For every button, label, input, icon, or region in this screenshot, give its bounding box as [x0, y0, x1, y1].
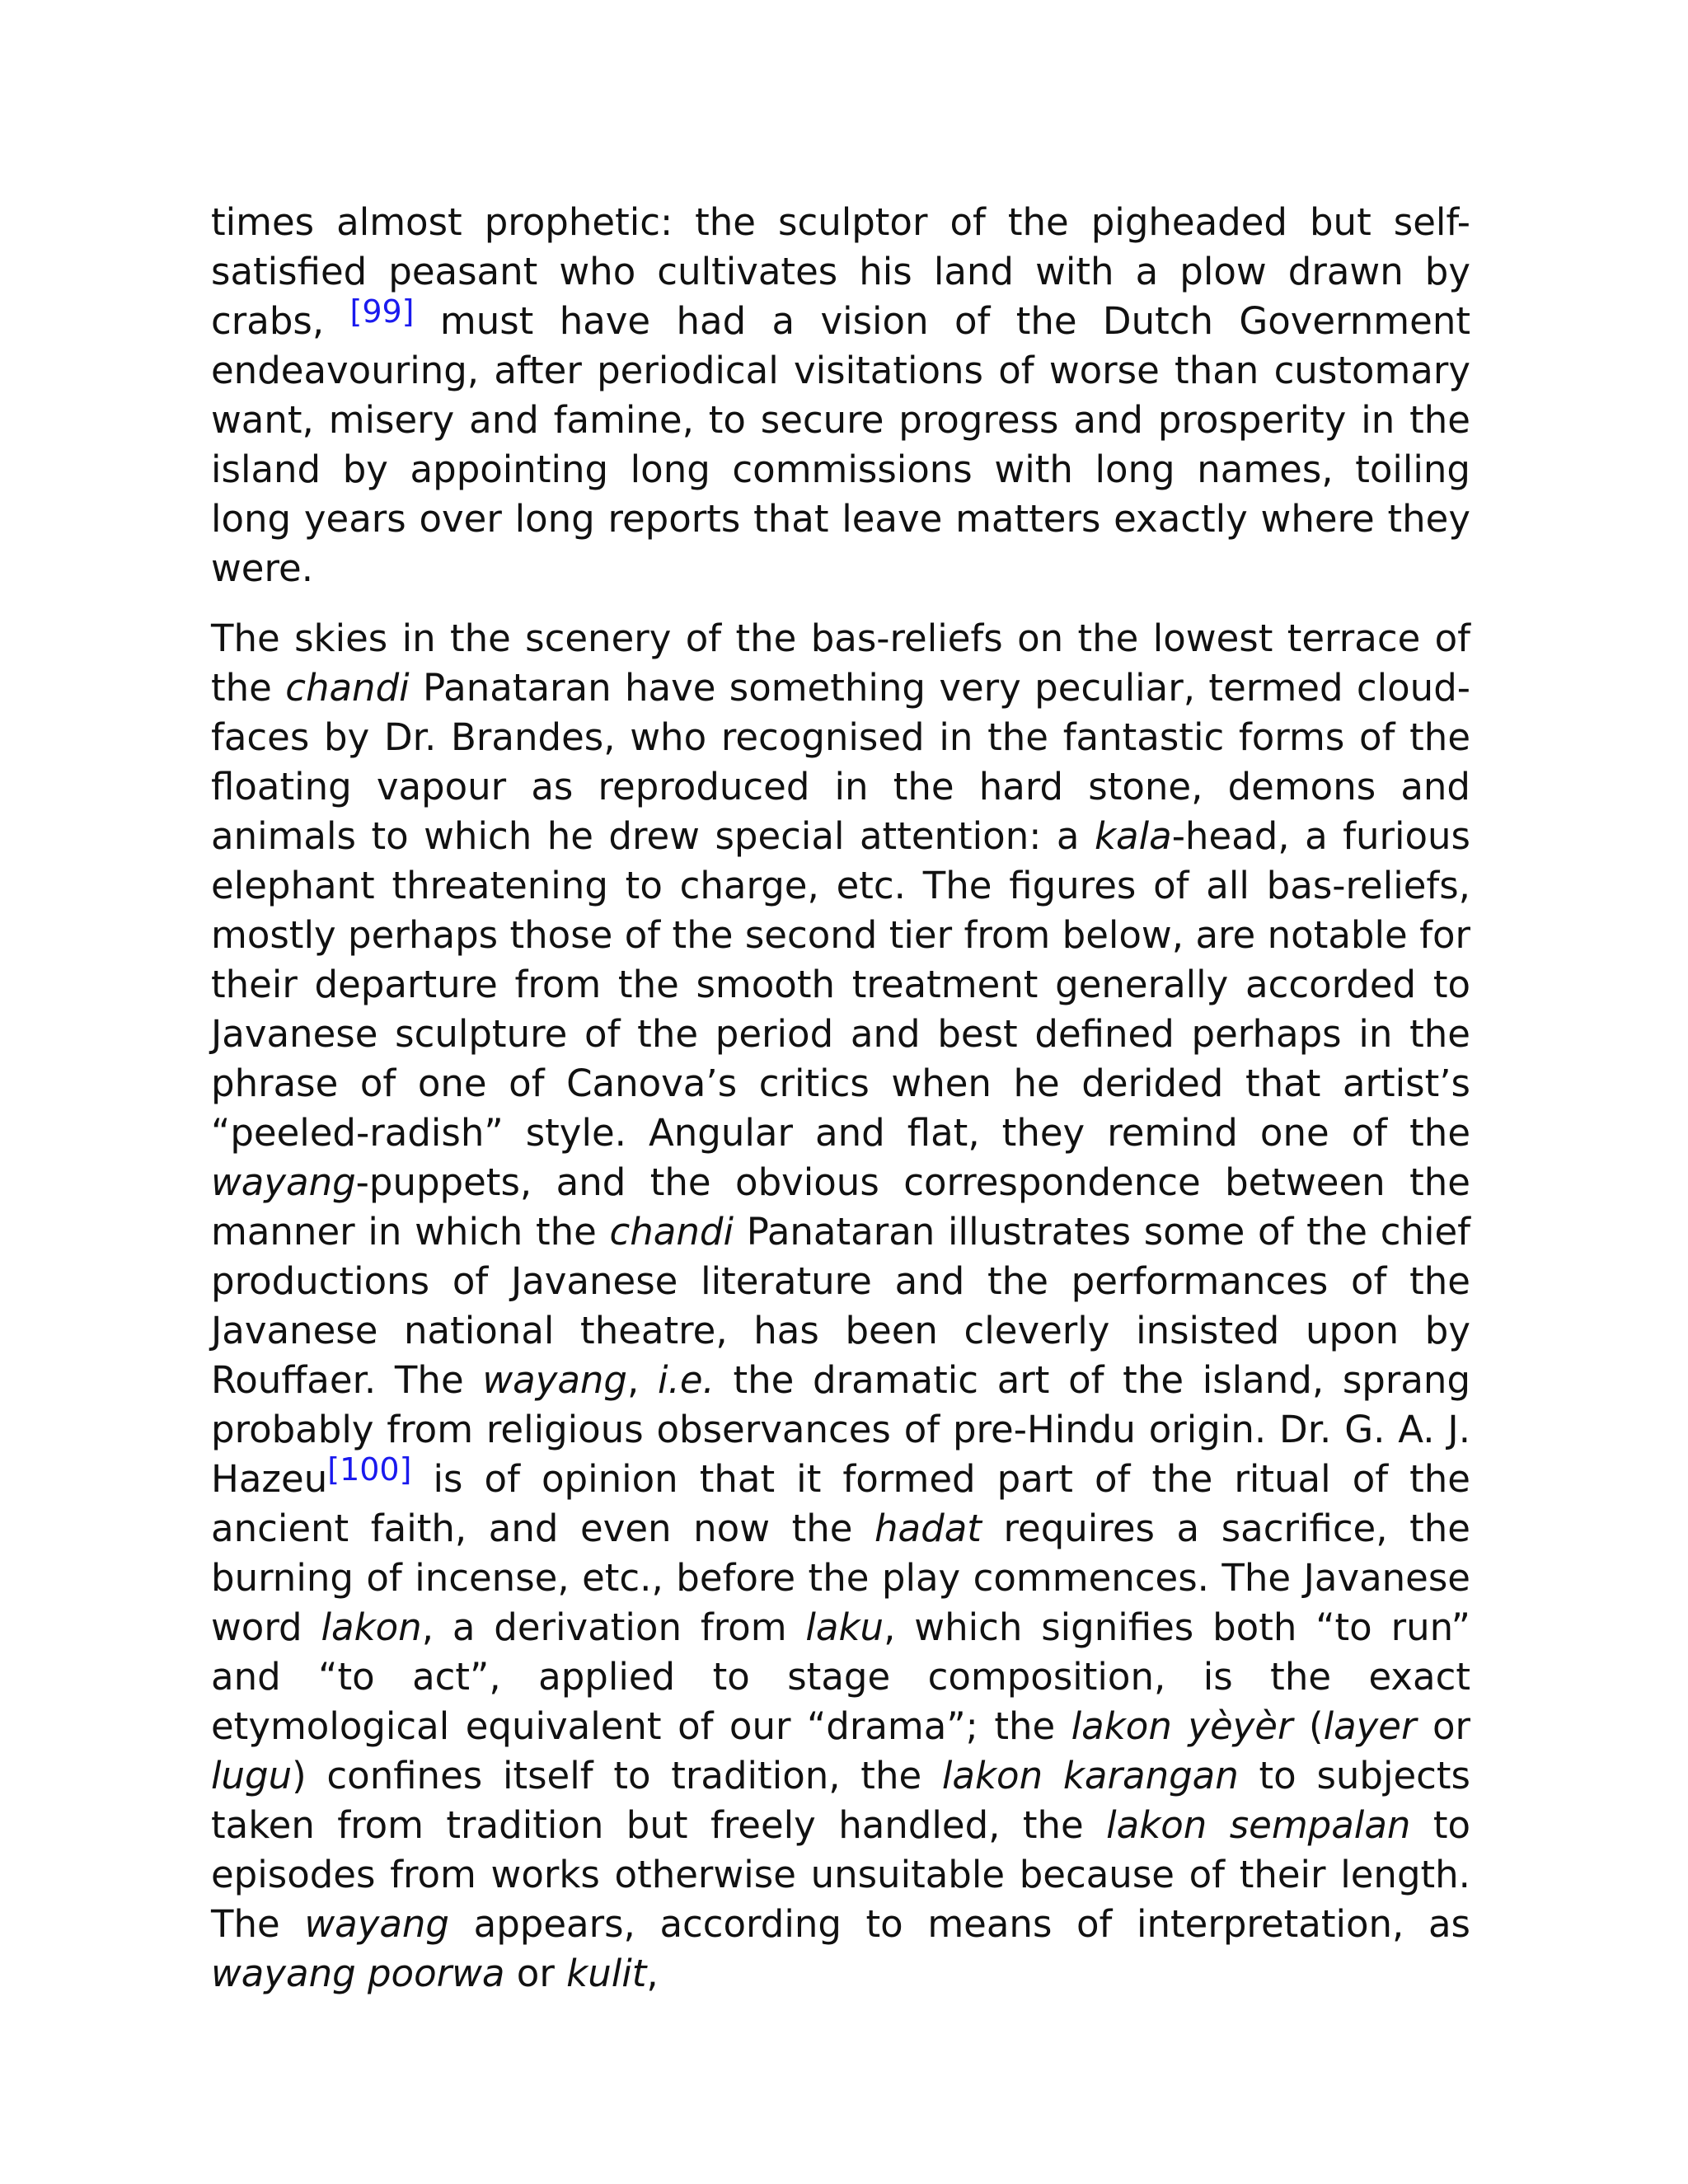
text-run: The skies in the scenery of the bas-reliefs on the lowest terrace of the	[211, 616, 1470, 710]
text-run: or	[504, 1952, 567, 1995]
text-run: appears, according to means of interpretation, as	[449, 1902, 1470, 1946]
italic-term: hadat	[874, 1507, 982, 1550]
text-run: the dramatic art of the island, sprang probably from religious observances of pre-Hindu origin. Dr. G. A. J. Hazeu	[211, 1358, 1471, 1501]
italic-term: wayang	[211, 1160, 356, 1204]
italic-term: kulit	[566, 1952, 647, 1995]
page-body	[211, 198, 1470, 2019]
italic-term: lakon yèyèr	[1071, 1704, 1293, 1748]
text-run: , which signifies both “to run” and “to act”, applied to stage composition, is the exact etymological equivalent of our “drama”; the	[211, 1605, 1470, 1748]
italic-term: i.e.	[658, 1358, 715, 1402]
text-run: -puppets, and the obvious correspondence between the manner in which the	[211, 1160, 1470, 1254]
text-run: to subjects taken from tradition but freely handled, the	[211, 1754, 1470, 1847]
italic-term: layer	[1323, 1704, 1417, 1748]
text-run: (	[1292, 1704, 1324, 1748]
italic-term: lakon karangan	[941, 1754, 1239, 1797]
paragraph-2	[211, 614, 1470, 1999]
italic-term: wayang	[482, 1358, 627, 1402]
italic-term: lugu	[211, 1754, 293, 1797]
text-run: ,	[627, 1358, 659, 1402]
text-run: Panataran illustrates some of the chief productions of Javanese literature and the performances of the Javanese national theatre, has been cleverly insisted upon by Rouffaer. The	[211, 1210, 1470, 1402]
footnote-link[interactable]: [99]	[349, 293, 415, 330]
paragraph-1	[211, 198, 1470, 593]
italic-term: laku	[805, 1605, 884, 1649]
text-run: ) confines itself to tradition, the	[292, 1754, 942, 1797]
text-run: times almost prophetic: the sculptor of the pigheaded but self-satisfied peasant who cultivates his land with a plow drawn by crabs,	[211, 200, 1470, 343]
text-run: , a derivation from	[421, 1605, 806, 1649]
text-run: to episodes from works otherwise unsuitable because of their length. The	[211, 1803, 1471, 1946]
italic-term: chandi	[609, 1210, 734, 1254]
text-run: ,	[646, 1952, 659, 1995]
italic-term: lakon sempalan	[1106, 1803, 1411, 1847]
text-run: or	[1416, 1704, 1470, 1748]
text-run: must have had a vision of the Dutch Government endeavouring, after periodical visitations of worse than customary want, misery and famine, to secure progress and prosperity in the island by appointing long commissions with long names, toiling long years over long reports that leave matters exactly where they were.	[211, 299, 1470, 590]
text-run: Panataran have something very peculiar, termed cloud-faces by Dr. Brandes, who recognised in the fantastic forms of the floating vapour as reproduced in the hard stone, demons and animals to which he drew special attention: a	[211, 666, 1471, 858]
text-run: -head, a furious elephant threatening to charge, etc. The figures of all bas-reliefs, mostly perhaps those of the second tier from below, are notable for their departure from the smooth treatment generally accorded to Javanese sculpture of the period and best defined perhaps in the phrase of one of Canova’s critics when he derided that artist’s “peeled-radish” style. Angular and flat, they remind one of the	[211, 814, 1471, 1155]
text-run: is of opinion that it formed part of the ritual of the ancient faith, and even now the	[211, 1457, 1470, 1550]
italic-term: wayang	[304, 1902, 449, 1946]
italic-term: lakon	[321, 1605, 422, 1649]
italic-term: chandi	[285, 666, 410, 710]
italic-term: wayang poorwa	[211, 1952, 505, 1995]
text-run: requires a sacrifice, the burning of incense, etc., before the play commences. The Javanese word	[211, 1507, 1470, 1649]
footnote-link[interactable]: [100]	[327, 1451, 412, 1488]
italic-term: kala	[1094, 814, 1172, 858]
